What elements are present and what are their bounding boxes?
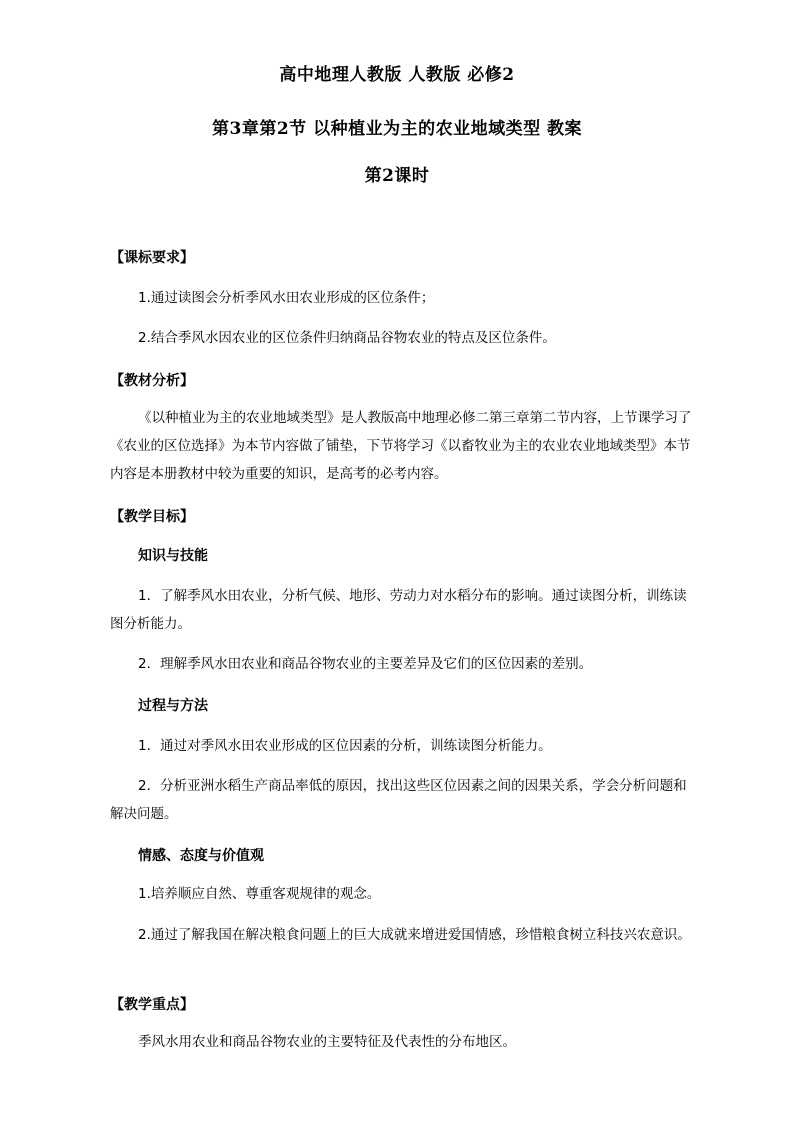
keypoints-paragraph: 季风水用农业和商品谷物农业的主要特征及代表性的分布地区。 <box>138 1034 516 1050</box>
process-item-2: 2．分析亚洲水稻生产商品率低的原因，找出这些区位因素之间的因果关系，学会分析问题和解决问题。 <box>110 778 687 822</box>
knowledge-item-2: 2．理解季风水田农业和商品谷物农业的主要差异及它们的区位因素的差别。 <box>138 656 593 672</box>
subheading-process: 过程与方法 <box>138 698 208 714</box>
requirement-item-2: 2.结合季风水因农业的区位条件归纳商品谷物农业的特点及区位条件。 <box>138 330 556 346</box>
document-title: 高中地理人教版 人教版 必修2 <box>279 65 515 85</box>
attitude-item-2: 2.通过了解我国在解决粮食问题上的巨大成就来增进爱国情感，珍惜粮食树立科技兴农意识。 <box>138 927 691 943</box>
chapter-title: 第3章第2节 以种植业为主的农业地域类型 教案 <box>212 119 582 139</box>
lesson-title: 第2课时 <box>364 166 430 186</box>
subheading-knowledge: 知识与技能 <box>138 548 208 564</box>
process-item-1: 1．通过对季风水田农业形成的区位因素的分析，训练读图分析能力。 <box>138 738 552 754</box>
subheading-attitude: 情感、态度与价值观 <box>138 848 264 864</box>
attitude-item-1: 1.培养顺应自然、尊重客观规律的观念。 <box>138 886 381 902</box>
analysis-paragraph: 《以种植业为主的农业地域类型》是人教版高中地理必修二第三章第二节内容，上节课学习了《农业的区位选择》为本节内容做了铺垫，下节将学习《以畜牧业为主的农业农业地域类型》本节内容是本册教材中较为重要的知识，是高考的必考内容。 <box>110 410 692 482</box>
knowledge-item-1: 1．了解季风水田农业，分析气候、地形、劳动力对水稻分布的影响。通过读图分析，训练读图分析能力。 <box>110 588 687 632</box>
section-heading-requirements: 【课标要求】 <box>110 250 194 266</box>
section-heading-goals: 【教学目标】 <box>110 509 194 525</box>
section-heading-analysis: 【教材分析】 <box>110 373 194 389</box>
requirement-item-1: 1.通过读图会分析季风水田农业形成的区位条件； <box>138 290 435 306</box>
section-heading-keypoints: 【教学重点】 <box>110 997 194 1013</box>
